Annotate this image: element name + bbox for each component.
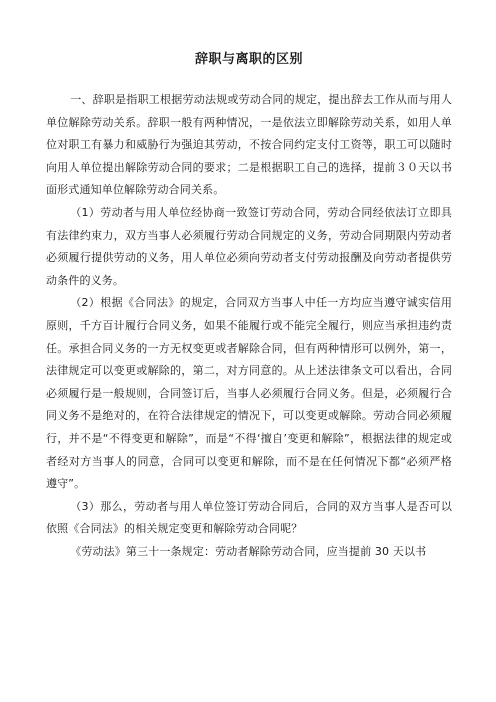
paragraph-resignation-definition: 一、辞职是指职工根据劳动法规或劳动合同的规定，提出辞去工作从而与用人单位解除劳动关系。辞职一般有两种情况，一是依法立即解除劳动关系，如用人单位对职工有暴力和威胁行为强迫其劳动，不按合同约定支付工资等，职工可以随时向用人单位提出解除劳动合同的要求；二是根据职工自己的选择，提前３０天以书面形式通知单位解除劳动合同关系。 <box>46 93 452 197</box>
paragraph-point-3: （3）那么，劳动者与用人单位签订劳动合同后，合同的双方当事人是否可以依照《合同法》的相关规定变更和解除劳动合同呢？ <box>46 499 452 536</box>
paragraph-labor-law-article-31: 《劳动法》第三十一条规定：劳动者解除劳动合同，应当提前 30 天以书 <box>70 544 427 558</box>
document-title: 辞职与离职的区别 <box>194 52 303 67</box>
paragraph-point-1: （1）劳动者与用人单位经协商一致签订劳动合同，劳动合同经依法订立即具有法律约束力，双方当事人必须履行劳动合同规定的义务，劳动合同期限内劳动者必须履行提供劳动的义务，用人单位必须向劳动者支付劳动报酬及向劳动者提供劳动条件的义务。 <box>46 205 452 287</box>
paragraph-point-2: （2）根据《合同法》的规定，合同双方当事人中任一方均应当遵守诚实信用原则，千方百计履行合同义务，如果不能履行或不能完全履行，则应当承担违约责任。承担合同义务的一方无权变更或者解除合同，但有两种情形可以例外，第一，法律规定可以变更或解除的，第二，对方同意的。从上述法律条文可以看出，合同必须履行是一般规则，合同签订后，当事人必须履行合同义务。但是，必须履行合同义务不是绝对的，在符合法律规定的情况下，可以变更或解除。劳动合同必须履行，并不是“不得变更和解除”，而是“不得‘擅自’变更和解除”，根据法律的规定或者经对方当事人的同意，合同可以变更和解除，而不是在任何情况下都“必须严格遵守”。 <box>46 296 452 491</box>
